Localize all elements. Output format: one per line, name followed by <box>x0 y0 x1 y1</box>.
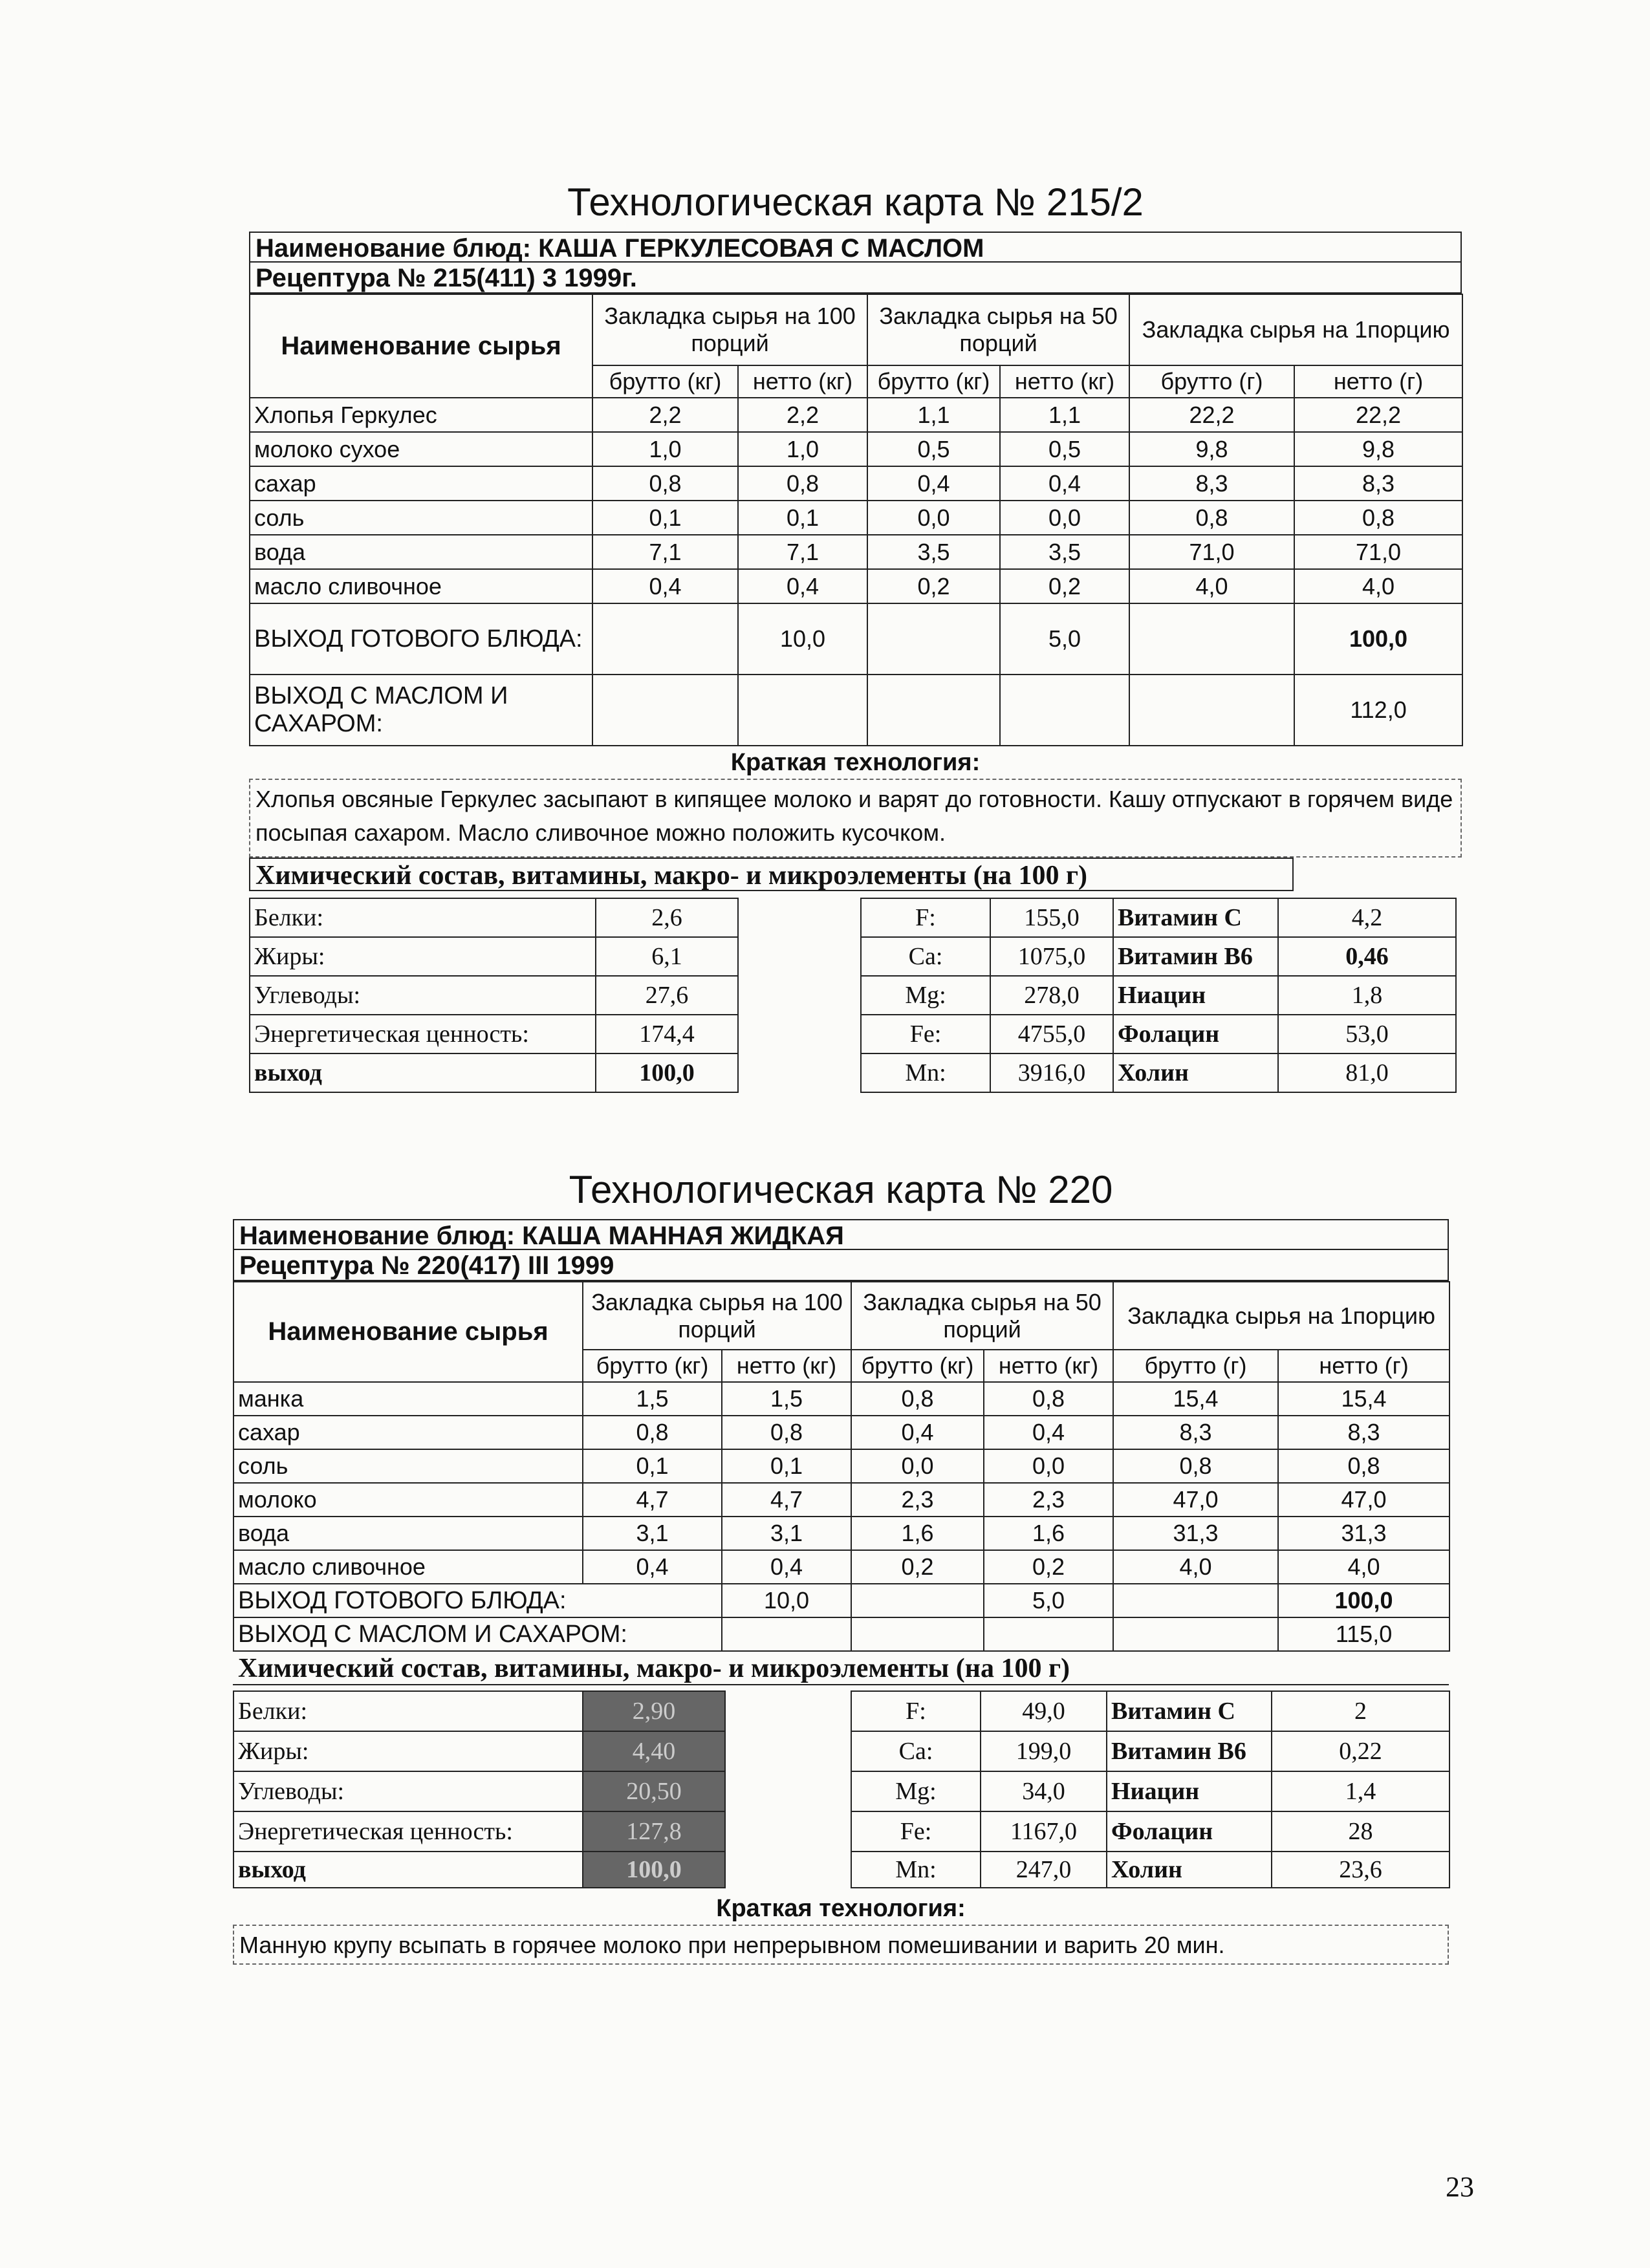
value-cell: 0,8 <box>984 1382 1113 1416</box>
value-cell: 1,6 <box>984 1517 1113 1550</box>
value-cell: 8,3 <box>1129 466 1294 501</box>
header-raw: Наименование сырья <box>233 1282 583 1382</box>
value-cell: 0,1 <box>722 1449 851 1483</box>
element-value: 49,0 <box>981 1691 1107 1731</box>
table-row <box>233 1731 725 1771</box>
element-name: Mg: <box>861 976 990 1015</box>
value-cell: 0,1 <box>592 501 738 535</box>
value-cell: 0,8 <box>738 466 867 501</box>
table-row <box>250 535 1462 569</box>
ingredient-name: масло сливочное <box>250 569 592 603</box>
header-netto-kg: нетто (кг) <box>1000 365 1129 398</box>
element-value: 199,0 <box>981 1731 1107 1771</box>
table-row <box>250 501 1462 535</box>
value-cell: 0,4 <box>583 1550 722 1584</box>
element-value: 1167,0 <box>981 1811 1107 1852</box>
table-row <box>250 398 1462 432</box>
chem-elements-table <box>860 898 1457 1093</box>
table-row <box>250 569 1462 603</box>
element-name: F: <box>851 1691 981 1731</box>
ingredient-name: манка <box>233 1382 583 1416</box>
ingredient-name: вода <box>233 1517 583 1550</box>
ingredients-table <box>249 294 1463 746</box>
yield-butter-label: ВЫХОД С МАСЛОМ И САХАРОМ: <box>250 675 592 746</box>
tech-title: Краткая технология: <box>716 1895 966 1922</box>
value-cell: 0,8 <box>722 1416 851 1449</box>
value-cell: 15,4 <box>1113 1382 1278 1416</box>
element-value: 247,0 <box>981 1852 1107 1888</box>
vitamin-name: Холин <box>1113 1053 1278 1092</box>
value-cell: 4,7 <box>722 1483 851 1517</box>
vitamin-value: 0,22 <box>1272 1731 1449 1771</box>
value-cell: 47,0 <box>1278 1483 1449 1517</box>
tech-card-220 <box>233 1161 1449 1965</box>
chem-name: Энергетическая ценность: <box>250 1015 596 1053</box>
yield-ready-50: 5,0 <box>1000 603 1129 675</box>
value-cell: 0,2 <box>984 1550 1113 1584</box>
value-cell: 1,1 <box>867 398 1000 432</box>
chem-value: 4,40 <box>583 1731 725 1771</box>
table-row <box>233 1416 1449 1449</box>
value-cell: 0,4 <box>592 569 738 603</box>
yield-ready-50: 5,0 <box>984 1584 1113 1617</box>
value-cell: 3,1 <box>722 1517 851 1550</box>
chem-elements-table <box>851 1690 1450 1888</box>
table-row <box>250 466 1462 501</box>
chem-title: Химический состав, витамины, макро- и микроэлементы (на 100 г) <box>249 858 1294 891</box>
element-name: F: <box>861 898 990 937</box>
chem-value: 2,6 <box>596 898 738 937</box>
table-row <box>851 1731 1449 1771</box>
vitamin-value: 28 <box>1272 1811 1449 1852</box>
header-brutto-kg: брутто (кг) <box>592 365 738 398</box>
vitamin-value: 1,4 <box>1272 1771 1449 1811</box>
chem-value: 174,4 <box>596 1015 738 1053</box>
value-cell: 0,8 <box>1113 1449 1278 1483</box>
chem-value: 6,1 <box>596 937 738 976</box>
chem-name: Жиры: <box>233 1731 583 1771</box>
table-row <box>233 1852 725 1888</box>
value-cell: 2,3 <box>984 1483 1113 1517</box>
table-row <box>851 1771 1449 1811</box>
card-title: Технологическая карта № 215/2 <box>567 180 1144 224</box>
ingredient-name: сахар <box>250 466 592 501</box>
header-netto-kg: нетто (кг) <box>984 1350 1113 1382</box>
value-cell: 8,3 <box>1294 466 1462 501</box>
table-row <box>233 1550 1449 1584</box>
table-row <box>851 1852 1449 1888</box>
header-raw: Наименование сырья <box>250 294 592 398</box>
value-cell: 0,8 <box>583 1416 722 1449</box>
table-row <box>233 1771 725 1811</box>
element-value: 1075,0 <box>990 937 1113 976</box>
vitamin-value: 53,0 <box>1278 1015 1456 1053</box>
vitamin-value: 0,46 <box>1278 937 1456 976</box>
vitamin-name: Витамин С <box>1113 898 1278 937</box>
header-brutto-kg: брутто (кг) <box>867 365 1000 398</box>
table-row <box>851 1691 1449 1731</box>
value-cell: 1,0 <box>592 432 738 466</box>
ingredient-name: молоко <box>233 1483 583 1517</box>
value-cell: 0,8 <box>1294 501 1462 535</box>
tech-title: Краткая технология: <box>730 749 981 776</box>
value-cell: 22,2 <box>1129 398 1294 432</box>
header-brutto-kg: брутто (кг) <box>583 1350 722 1382</box>
value-cell: 0,8 <box>592 466 738 501</box>
vitamin-name: Фолацин <box>1113 1015 1278 1053</box>
table-row <box>250 432 1462 466</box>
chem-value: 27,6 <box>596 976 738 1015</box>
vitamin-name: Фолацин <box>1107 1811 1272 1852</box>
value-cell: 0,0 <box>984 1449 1113 1483</box>
chem-name: Углеводы: <box>233 1771 583 1811</box>
table-row <box>233 1382 1449 1416</box>
ingredients-table <box>233 1281 1450 1652</box>
element-value: 155,0 <box>990 898 1113 937</box>
element-name: Mn: <box>851 1852 981 1888</box>
element-value: 278,0 <box>990 976 1113 1015</box>
value-cell: 1,5 <box>583 1382 722 1416</box>
chem-basic-table <box>249 898 739 1093</box>
chem-title: Химический состав, витамины, макро- и микроэлементы (на 100 г) <box>233 1652 1449 1685</box>
table-row <box>851 1811 1449 1852</box>
dish-name: Наименование блюд: КАША МАННАЯ ЖИДКАЯ <box>233 1219 1449 1250</box>
value-cell: 31,3 <box>1113 1517 1278 1550</box>
ingredient-name: соль <box>233 1449 583 1483</box>
chem-name: Белки: <box>250 898 596 937</box>
value-cell: 1,6 <box>851 1517 984 1550</box>
table-row <box>250 937 738 976</box>
yield-ready-row <box>233 1584 1449 1617</box>
yield-ready-label: ВЫХОД ГОТОВОГО БЛЮДА: <box>233 1584 722 1617</box>
header-brutto-kg: брутто (кг) <box>851 1350 984 1382</box>
value-cell: 2,3 <box>851 1483 984 1517</box>
value-cell: 0,1 <box>583 1449 722 1483</box>
header-netto-kg: нетто (кг) <box>722 1350 851 1382</box>
table-row <box>233 1811 725 1852</box>
element-name: Ca: <box>861 937 990 976</box>
chem-name: Белки: <box>233 1691 583 1731</box>
value-cell: 0,0 <box>1000 501 1129 535</box>
value-cell: 4,0 <box>1278 1550 1449 1584</box>
yield-ready-row <box>250 603 1462 675</box>
element-name: Fe: <box>851 1811 981 1852</box>
chem-name: Жиры: <box>250 937 596 976</box>
ingredient-name: Хлопья Геркулес <box>250 398 592 432</box>
header-netto-kg: нетто (кг) <box>738 365 867 398</box>
value-cell: 0,0 <box>867 501 1000 535</box>
header-netto-g: нетто (г) <box>1294 365 1462 398</box>
value-cell: 2,2 <box>592 398 738 432</box>
recipe-number: Рецептура № 220(417) III 1999 <box>233 1250 1449 1281</box>
value-cell: 0,0 <box>851 1449 984 1483</box>
value-cell: 71,0 <box>1129 535 1294 569</box>
ingredient-name: масло сливочное <box>233 1550 583 1584</box>
yield-ready-100: 10,0 <box>738 603 867 675</box>
header-netto-g: нетто (г) <box>1278 1350 1449 1382</box>
value-cell: 22,2 <box>1294 398 1462 432</box>
value-cell: 0,4 <box>722 1550 851 1584</box>
value-cell: 0,4 <box>984 1416 1113 1449</box>
value-cell: 0,8 <box>1278 1449 1449 1483</box>
value-cell: 0,2 <box>1000 569 1129 603</box>
value-cell: 15,4 <box>1278 1382 1449 1416</box>
table-row <box>861 1053 1456 1092</box>
chem-value: 2,90 <box>583 1691 725 1731</box>
element-name: Fe: <box>861 1015 990 1053</box>
header-50: Закладка сырья на 50 порций <box>851 1282 1113 1350</box>
header-100: Закладка сырья на 100 порций <box>592 294 867 365</box>
yield-ready-100: 10,0 <box>722 1584 851 1617</box>
header-brutto-g: брутто (г) <box>1113 1350 1278 1382</box>
value-cell: 1,1 <box>1000 398 1129 432</box>
yield-ready-1: 100,0 <box>1294 603 1462 675</box>
value-cell: 0,1 <box>738 501 867 535</box>
value-cell: 0,4 <box>1000 466 1129 501</box>
chem-name: выход <box>233 1852 583 1888</box>
ingredient-name: соль <box>250 501 592 535</box>
value-cell: 7,1 <box>592 535 738 569</box>
table-row <box>233 1517 1449 1550</box>
value-cell: 0,4 <box>867 466 1000 501</box>
header-50: Закладка сырья на 50 порций <box>867 294 1129 365</box>
vitamin-name: Холин <box>1107 1852 1272 1888</box>
chem-value: 100,0 <box>583 1852 725 1888</box>
vitamin-value: 23,6 <box>1272 1852 1449 1888</box>
chem-value: 127,8 <box>583 1811 725 1852</box>
card-title: Технологическая карта № 220 <box>569 1168 1113 1211</box>
chem-name: Энергетическая ценность: <box>233 1811 583 1852</box>
header-1: Закладка сырья на 1порцию <box>1113 1282 1449 1350</box>
vitamin-value: 4,2 <box>1278 898 1456 937</box>
value-cell: 31,3 <box>1278 1517 1449 1550</box>
value-cell: 0,5 <box>867 432 1000 466</box>
page-number: 23 <box>1446 2171 1474 2203</box>
value-cell: 3,5 <box>867 535 1000 569</box>
element-value: 3916,0 <box>990 1053 1113 1092</box>
tech-card-215-2 <box>249 173 1462 1092</box>
chem-value: 20,50 <box>583 1771 725 1811</box>
yield-butter-1: 112,0 <box>1294 675 1462 746</box>
table-row <box>250 1015 738 1053</box>
chem-basic-table <box>233 1690 726 1888</box>
yield-butter-row <box>233 1617 1449 1651</box>
value-cell: 9,8 <box>1129 432 1294 466</box>
vitamin-name: Ниацин <box>1107 1771 1272 1811</box>
element-value: 34,0 <box>981 1771 1107 1811</box>
ingredient-name: сахар <box>233 1416 583 1449</box>
tech-text: Хлопья овсяные Геркулес засыпают в кипящее молоко и варят до готовности. Кашу отпускают в горячем виде посыпая сахаром. Масло сливочное можно положить кусочком. <box>249 779 1462 858</box>
table-row <box>861 898 1456 937</box>
value-cell: 8,3 <box>1113 1416 1278 1449</box>
element-name: Mg: <box>851 1771 981 1811</box>
value-cell: 7,1 <box>738 535 867 569</box>
value-cell: 0,8 <box>851 1382 984 1416</box>
chem-name: Углеводы: <box>250 976 596 1015</box>
table-row <box>233 1449 1449 1483</box>
value-cell: 0,5 <box>1000 432 1129 466</box>
value-cell: 4,0 <box>1294 569 1462 603</box>
chem-value: 100,0 <box>596 1053 738 1092</box>
recipe-number: Рецептура № 215(411) 3 1999г. <box>249 263 1462 294</box>
yield-butter-1: 115,0 <box>1278 1617 1449 1651</box>
yield-ready-1: 100,0 <box>1278 1584 1449 1617</box>
table-row <box>250 898 738 937</box>
vitamin-name: Витамин В6 <box>1107 1731 1272 1771</box>
header-100: Закладка сырья на 100 порций <box>583 1282 851 1350</box>
value-cell: 0,4 <box>738 569 867 603</box>
table-row <box>861 1015 1456 1053</box>
value-cell: 0,2 <box>867 569 1000 603</box>
chem-name: выход <box>250 1053 596 1092</box>
value-cell: 4,0 <box>1113 1550 1278 1584</box>
vitamin-value: 1,8 <box>1278 976 1456 1015</box>
value-cell: 2,2 <box>738 398 867 432</box>
vitamin-name: Ниацин <box>1113 976 1278 1015</box>
ingredient-name: молоко сухое <box>250 432 592 466</box>
value-cell: 4,7 <box>583 1483 722 1517</box>
value-cell: 0,4 <box>851 1416 984 1449</box>
element-value: 4755,0 <box>990 1015 1113 1053</box>
table-row <box>233 1483 1449 1517</box>
value-cell: 71,0 <box>1294 535 1462 569</box>
table-row <box>250 1053 738 1092</box>
table-row <box>861 976 1456 1015</box>
table-row <box>861 937 1456 976</box>
dish-name: Наименование блюд: КАША ГЕРКУЛЕСОВАЯ С МАСЛОМ <box>249 232 1462 263</box>
vitamin-value: 81,0 <box>1278 1053 1456 1092</box>
header-1: Закладка сырья на 1порцию <box>1129 294 1462 365</box>
value-cell: 9,8 <box>1294 432 1462 466</box>
element-name: Ca: <box>851 1731 981 1771</box>
vitamin-value: 2 <box>1272 1691 1449 1731</box>
value-cell: 8,3 <box>1278 1416 1449 1449</box>
value-cell: 47,0 <box>1113 1483 1278 1517</box>
yield-butter-label: ВЫХОД С МАСЛОМ И САХАРОМ: <box>233 1617 722 1651</box>
value-cell: 3,5 <box>1000 535 1129 569</box>
table-row <box>233 1691 725 1731</box>
yield-butter-row <box>250 675 1462 746</box>
element-name: Mn: <box>861 1053 990 1092</box>
vitamin-name: Витамин В6 <box>1113 937 1278 976</box>
ingredient-name: вода <box>250 535 592 569</box>
tech-text: Манную крупу всыпать в горячее молоко при непрерывном помешивании и варить 20 мин. <box>233 1925 1449 1965</box>
value-cell: 1,0 <box>738 432 867 466</box>
value-cell: 1,5 <box>722 1382 851 1416</box>
vitamin-name: Витамин С <box>1107 1691 1272 1731</box>
value-cell: 0,2 <box>851 1550 984 1584</box>
value-cell: 4,0 <box>1129 569 1294 603</box>
value-cell: 0,8 <box>1129 501 1294 535</box>
table-row <box>250 976 738 1015</box>
value-cell: 3,1 <box>583 1517 722 1550</box>
header-brutto-g: брутто (г) <box>1129 365 1294 398</box>
yield-ready-label: ВЫХОД ГОТОВОГО БЛЮДА: <box>250 603 592 675</box>
